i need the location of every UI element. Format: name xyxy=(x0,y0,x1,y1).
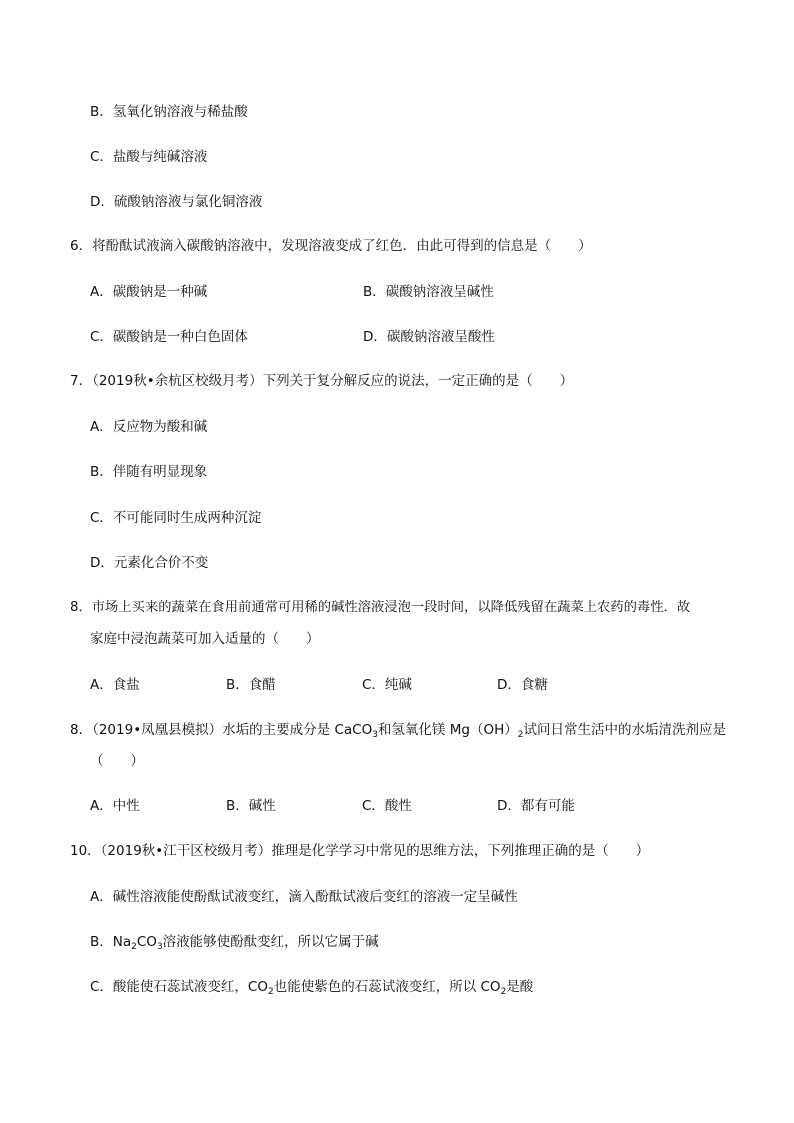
q8a-stem-line1: 8．市场上买来的蔬菜在食用前通常可用稀的碱性溶液浸泡一段时间，以降低残留在蔬菜上农药的毒性．故 xyxy=(70,600,691,615)
q8a-option-a: A．食盐 xyxy=(90,677,140,693)
q10-option-c-pre: C．酸能使石蕊试液变红，CO xyxy=(90,979,268,995)
q8b-option-a: A．中性 xyxy=(90,798,140,814)
q10-option-c xyxy=(90,977,533,997)
q10-option-c-sub1: 2 xyxy=(267,987,274,997)
q5-option-c: C．盐酸与纯碱溶液 xyxy=(90,149,208,165)
q8b-stem-part1: 8．（2019•凤凰县模拟）水垢的主要成分是 CaCO xyxy=(70,722,373,738)
q8b-option-b: B．碱性 xyxy=(226,798,276,814)
q5-option-d: D．硫酸钠溶液与氯化铜溶液 xyxy=(90,194,263,210)
q10-option-b-sub2: 3 xyxy=(156,942,163,952)
q10-option-a: A．碱性溶液能使酚酞试液变红，滴入酚酞试液后变红的溶液一定呈碱性 xyxy=(90,889,518,905)
q10-option-c-mid: 也能使紫色的石蕊试液变红，所以 CO xyxy=(273,979,501,995)
q8b-stem-part2: 和氢氧化镁 Mg（OH） xyxy=(377,722,518,738)
q7-option-b: B．伴随有明显现象 xyxy=(90,464,208,480)
q7-option-d: D．元素化合价不变 xyxy=(90,555,209,571)
q8b-stem-line1 xyxy=(70,720,726,740)
q8b-stem-part3: 试问日常生活中的水垢清洗剂应是 xyxy=(523,722,726,738)
q7-option-a: A．反应物为酸和碱 xyxy=(90,419,208,435)
q10-option-b-pre: B．Na xyxy=(90,934,132,950)
q10-option-b-post: 溶液能够使酚酞变红，所以它属于碱 xyxy=(162,934,379,950)
q8a-option-d: D．食糖 xyxy=(497,677,548,693)
q10-stem: 10．（2019秋•江干区校级月考）推理是化学学习中常见的思维方法，下列推理正确的是（ ） xyxy=(70,843,650,859)
q5-option-b: B．氢氧化钠溶液与稀盐酸 xyxy=(90,104,248,120)
q8b-sub1: 3 xyxy=(372,730,378,740)
q6-option-c: C．碳酸钠是一种白色固体 xyxy=(90,329,248,345)
q6-option-a: A．碳酸钠是一种碱 xyxy=(90,284,208,300)
q7-option-c: C．不可能同时生成两种沉淀 xyxy=(90,510,262,526)
q6-option-b: B．碳酸钠溶液呈碱性 xyxy=(363,284,494,300)
q10-option-c-sub2: 2 xyxy=(500,987,507,997)
q6-option-d: D．碳酸钠溶液呈酸性 xyxy=(363,329,495,345)
q10-option-b-sub1: 2 xyxy=(131,942,137,952)
q8b-stem-line2: （ ） xyxy=(90,753,144,769)
q10-option-c-post: 是酸 xyxy=(506,979,534,995)
q10-option-b-mid: CO xyxy=(136,934,157,950)
q6-stem: 6．将酚酞试液滴入碳酸钠溶液中，发现溶液变成了红色．由此可得到的信息是（ ） xyxy=(70,238,592,254)
q8a-option-c: C．纯碱 xyxy=(362,677,412,693)
q8a-option-b: B．食醋 xyxy=(226,677,276,693)
q8b-option-d: D．都有可能 xyxy=(497,798,575,814)
q8b-sub2: 2 xyxy=(517,730,524,740)
q10-option-b xyxy=(90,932,379,952)
q8b-option-c: C．酸性 xyxy=(362,798,412,814)
q7-stem: 7．（2019秋•余杭区校级月考）下列关于复分解反应的说法，一定正确的是（ ） xyxy=(70,373,574,389)
q8a-stem-line2: 家庭中浸泡蔬菜可加入适量的（ ） xyxy=(90,631,320,647)
